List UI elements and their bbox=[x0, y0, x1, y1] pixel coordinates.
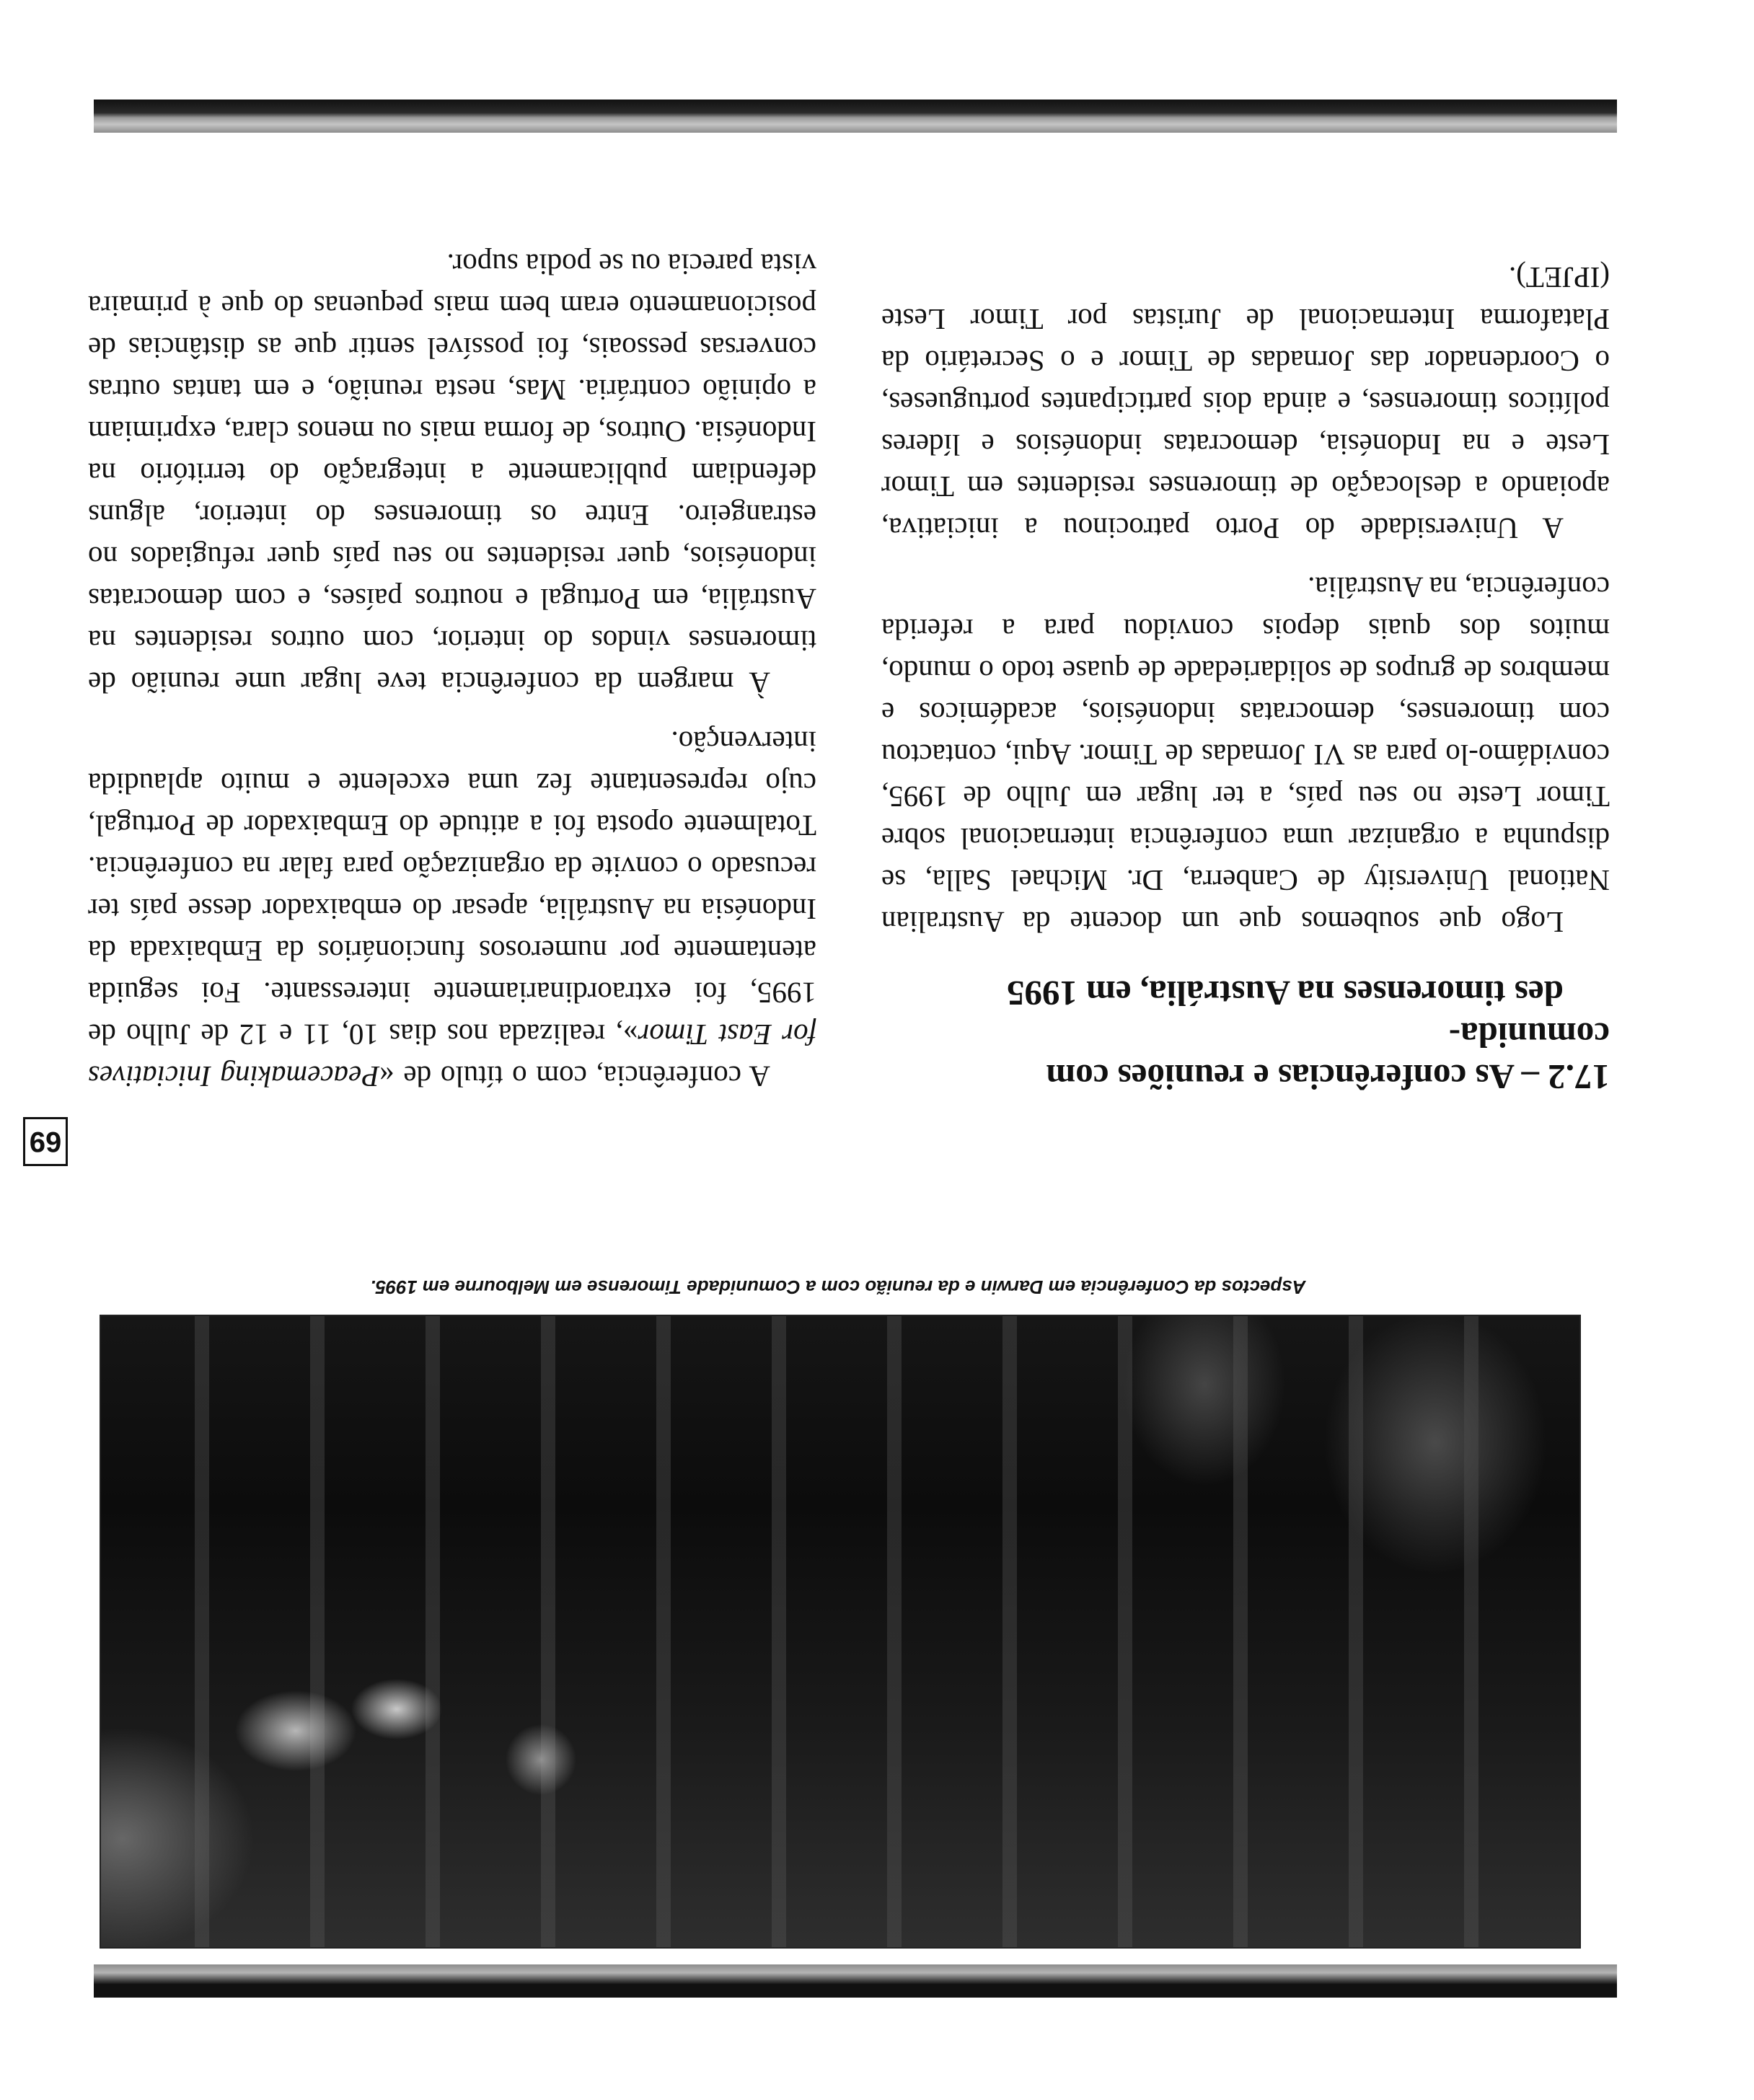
page-number: 69 bbox=[23, 1117, 68, 1166]
left-column bbox=[881, 239, 1610, 1098]
conference-photo bbox=[100, 1315, 1581, 1949]
paragraph: À margem da conferência teve lugar ume reunião de timorenses vindos do interior, com outros residentes na Austrália, em Portugal e noutros países, e com democratas indonésios, quer residentes no seu país quer refugiados no estrangeiro. Entre os timorenses do interior, alguns defendiam publicamente a integração do território na Indonésia. Outros, de forma mais ou menos clara, exprimiam a opinião contrária. Mas, nesta reunião, e em tantas outras conversas pessoais, foi possível sentir que as distâncias de posicionamento eram bem mais pequenas do que à primaira vista parecia ou se podia supor. bbox=[88, 248, 816, 700]
paragraph-text: », realizada nos dias 10, 11 e 12 de Julho de 1995, foi extraordinariamente interessante. Foi seguida atentamente por numerosos funcionários da Embaixada da Indonésia na Austrália, apesar do embaixador desse país ter recusado o convite da organização para falar na conferência. Totalmente oposta foi a atitude do Embaixador de Portugal, cujo representante fez uma excelente e muito aplaudida intervenção. bbox=[87, 725, 816, 1051]
section-title-line-1: 17.2 – As conferências e reuniões com comunida- bbox=[1046, 1015, 1610, 1097]
paragraph-text: A conferência, com o título de « bbox=[379, 1060, 770, 1093]
top-rule bbox=[94, 1964, 1617, 1998]
bottom-rule bbox=[94, 100, 1617, 133]
right-column bbox=[88, 226, 816, 1098]
paragraph: A Universidade do Porto patrocinou a iniciativa, apoiando a deslocação de timorenses residentes em Timor Leste e na Indonésia, democratas indonésios e líderes políticos timorenses, e ainda dois participantes portugueses, o Coordenador das Jornadas de Timor e o Secretário da Plataforma Internacional de Juristas por Timor Leste (IPJET). bbox=[881, 261, 1610, 545]
paragraph: Logo que soubemos que um docente da Australian National University de Canberra, Dr. Michael Salla, se dispunha a organizar uma conferência internacional sobre Timor Leste no seu país, a ter lugar em Julho de 1995, convidámo-lo para as VI Jornadas de Timor. Aqui, contactou com timorenses, democratas indonésios, académicos e membros de grupos de solidariedade de quase todo o mundo, muitos dos quais depois convidou para a referida conferência, na Austrália. bbox=[881, 571, 1610, 939]
section-title bbox=[881, 972, 1610, 1098]
conference-title: Peacemaking Iniciatives for East Timor bbox=[88, 1018, 816, 1093]
photo-caption: Aspectos da Conferência em Darwin e da reunião com a Comunidade Timorense em Melbourne em 1995. bbox=[370, 1276, 1306, 1298]
paragraph bbox=[88, 721, 816, 1098]
section-title-line-2: des timorenses na Austrália, em 1995 bbox=[1006, 974, 1564, 1013]
